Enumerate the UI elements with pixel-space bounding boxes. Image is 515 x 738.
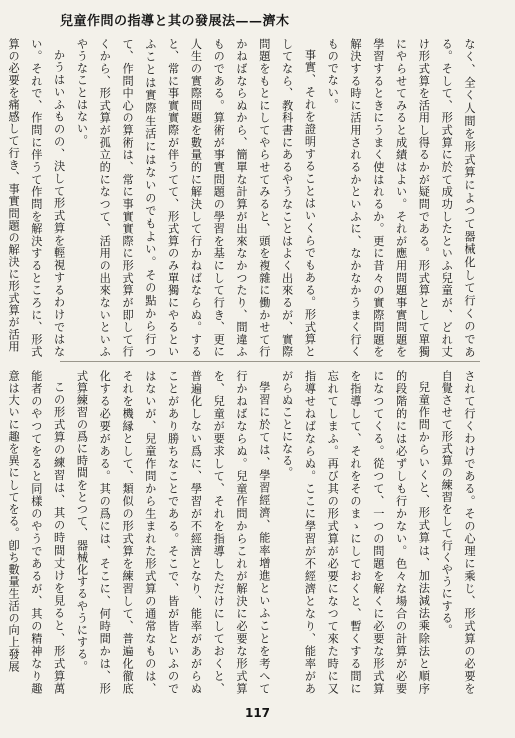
paragraph: 學習に於ては、學習經濟、能率增進といふことを考へて行かねばならぬ。兒童作問からこれが解決に必要な形式算を、兒童が要求して、それを指導しただけにしておくと、普遍化しない爲に、學習が不經濟となり、能率があがらぬことがあり勝ちなことである。そこで、皆が皆といふのではないが、兒童作問から生まれた形式算の通常なものは、それを機縁として、類似の形式算を練習して、普遍化徹底化する必要がある。其の爲には、そこに、何時間かは、形式算練習の爲に時間をとつて、器械化するやうにする。 [75, 370, 271, 695]
block-divider [60, 361, 480, 362]
upper-text-block [7, 38, 480, 358]
paragraph: されて行くわけである。その心理に乘じ、形式算の必要を自覺させて形式算の練習をして行くやうにする。 [440, 370, 476, 695]
paragraph: かうはいふものの、決して形式算を輕視するわけではない。それで、作問に伴うて作問を解決するところに、形式算の必要を痛感して行き、事實問題の解決に形式算が活用 [7, 38, 66, 358]
paragraph: この形式算の練習は、其の時間丈けを見ると、形式算萬能者のやつてをると同樣のやうであるが、其の精神なり趣意は大いに趣を異にしてをる。卽ち數量生活の向上發展 [7, 370, 66, 695]
running-head: 兒童作問の指導と其の發展法——濟木 [60, 14, 290, 29]
paragraph: 兒童作問からいくと、形式算は、加法減法乘除法と順序的段階的には必ずしも行かない。色々な場合の計算が必要になつてくる。從つて、一つの問題を解くに必要な形式算を指導して、それをそのまゝにしておくと、暫くする間に忘れてしまふ。再び其の形式算が必要になつて來た時に又指導せねばならぬ。ここに學習が不經濟となり、能率があがらぬことになる。 [280, 370, 431, 695]
lower-text-block [7, 370, 480, 695]
paragraph: 事實、それを證明することはいくらでもある。形式算としてなら、教科書にあるやうなことはよく出來るが、實際問題をもとにしてやらせてみると、頭を複雜に働かせて行かねばならぬから、簡單な計算が出來なかつたり、間違ふものである。算術が事實問題の學習を基にして行き、更に人生の實際問題を數量的に解決して行かねばならぬ。すると、常に事實實際が伴うてて、形式算のみ單獨にやるといふことは實際生活にはないのでもよい。その點から行つて、作問中心の算術は、常に事實實際に形式算が即して行くから、形式算が孤立的になつて、活用の出來ないといふやうなことはない。 [75, 38, 317, 358]
paragraph: なく、全く人間を形式算によつて器械化して行くのである。そして、形式算に於て成功したといふ兒童が、どれ丈け形式算を活用し得るかが疑問である。形式算として單獨にやらせてみると成績はよい。それが應用問題事實問題を學習するときにうまく使はれるか。更に昔々の實際問題を解決する時に活用されるかといふに、なかなかうまく行くものでない。 [326, 38, 476, 358]
page-number: 117 [244, 706, 271, 720]
